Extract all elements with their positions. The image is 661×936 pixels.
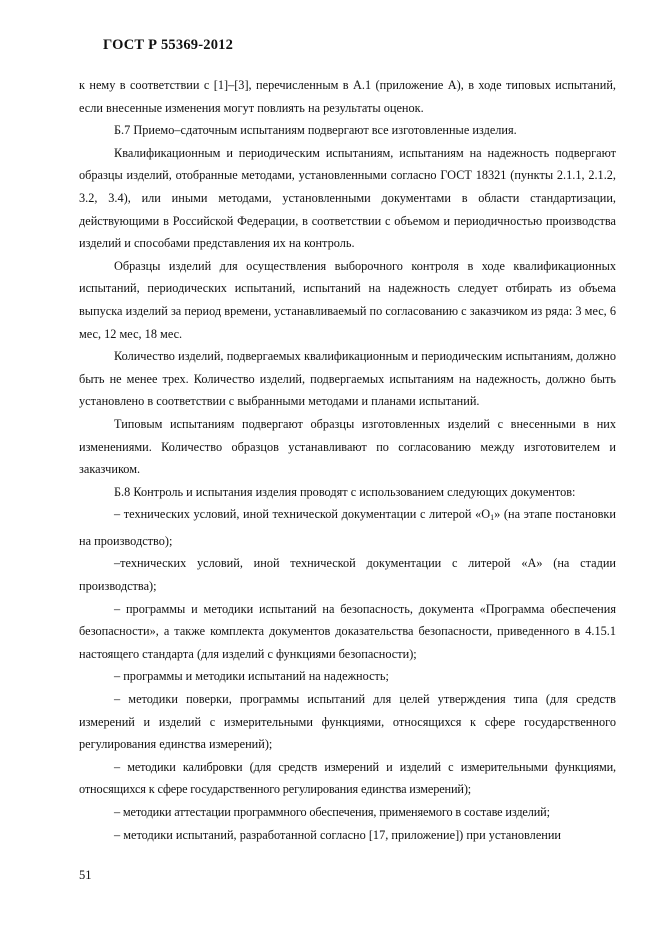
- list-item-verification-methods: – методики поверки, программы испытаний для целей утверждения типа (для средств измерений и изделий с измерительными функциями, относящихся к сфере государственного регулирования единства измерений);: [79, 692, 616, 752]
- list-item-calibration-methods: – методики калибровки (для средств измерений и изделий с измерительными функциями, относящихся к сфере государственного регулирования единства измерений);: [79, 759, 616, 797]
- paragraph-b8: Б.8 Контроль и испытания изделия проводят с использованием следующих документов:: [114, 484, 576, 499]
- document-header: ГОСТ Р 55369-2012: [103, 37, 234, 53]
- list-item-text: » (на этапе постановки на производство);: [79, 507, 616, 548]
- paragraph-b7: Б.7 Приемо–сдаточным испытаниям подвергают все изготовленные изделия.: [114, 123, 517, 138]
- list-item-reliability-program: – программы и методики испытаний на надежность;: [114, 669, 389, 684]
- list-item-text: – технических условий, иной технической документации с литерой «О: [114, 507, 491, 522]
- paragraph-type-tests: Типовым испытаниям подвергают образцы изготовленных изделий с внесенными в них изменениями. Количество образцов устанавливают по согласованию между изготовителем и заказчиком.: [79, 416, 616, 477]
- list-item-safety-program: – программы и методики испытаний на безопасность, документа «Программа обеспечения безопасности», а также комплекта документов доказательства безопасности, приведенного в 4.15.1 настоящего стандарта (для изделий с функциями безопасности);: [79, 601, 616, 661]
- page-body: [79, 74, 616, 846]
- list-item-software-certification: – методики аттестации программного обеспечения, применяемого в составе изделий;: [114, 805, 550, 819]
- paragraph-sample-count: Количество изделий, подвергаемых квалификационным и периодическим испытаниям, должно быть не менее трех. Количество изделий, подвергаемых испытаниям на надежность, должно быть установлено в соответствии с выбранными методами и планами испытаний.: [79, 349, 616, 409]
- paragraph-qualification-tests: Квалификационным и периодическим испытаниям, испытаниям на надежность подвергают образцы изделий, отобранные методами, установленными согласно ГОСТ 18321 (пункты 2.1.1, 2.1.2, 3.2, 3.4), или иными методами, установленными документами в области стандартизации, действующими в Российской Федерации, в соответствии с объемом и периодичностью производства изделий и способами представления их на контроль.: [79, 145, 616, 251]
- page-number: 51: [79, 868, 92, 882]
- list-item-technical-conditions-o1: [79, 503, 616, 552]
- list-item-technical-conditions-a: –технических условий, иной технической документации с литерой «А» (на стадии производства);: [79, 556, 616, 594]
- paragraph-sample-selection: Образцы изделий для осуществления выборочного контроля в ходе квалификационных испытаний, периодических испытаний, испытаний на надежность следует отбирать из объема выпуска изделий за период времени, устанавливаемый по согласованию с заказчиком из ряда: 3 мес, 6 мес, 12 мес, 18 мес.: [79, 258, 616, 341]
- subscript: 1: [490, 513, 495, 523]
- list-item-test-methods: – методики испытаний, разработанной согласно [17, приложение]) при установлении: [114, 827, 562, 842]
- paragraph-continuation: к нему в соответствии с [1]–[3], перечисленным в А.1 (приложение А), в ходе типовых испытаний, если внесенные изменения могут повлиять на результаты оценок.: [79, 78, 616, 115]
